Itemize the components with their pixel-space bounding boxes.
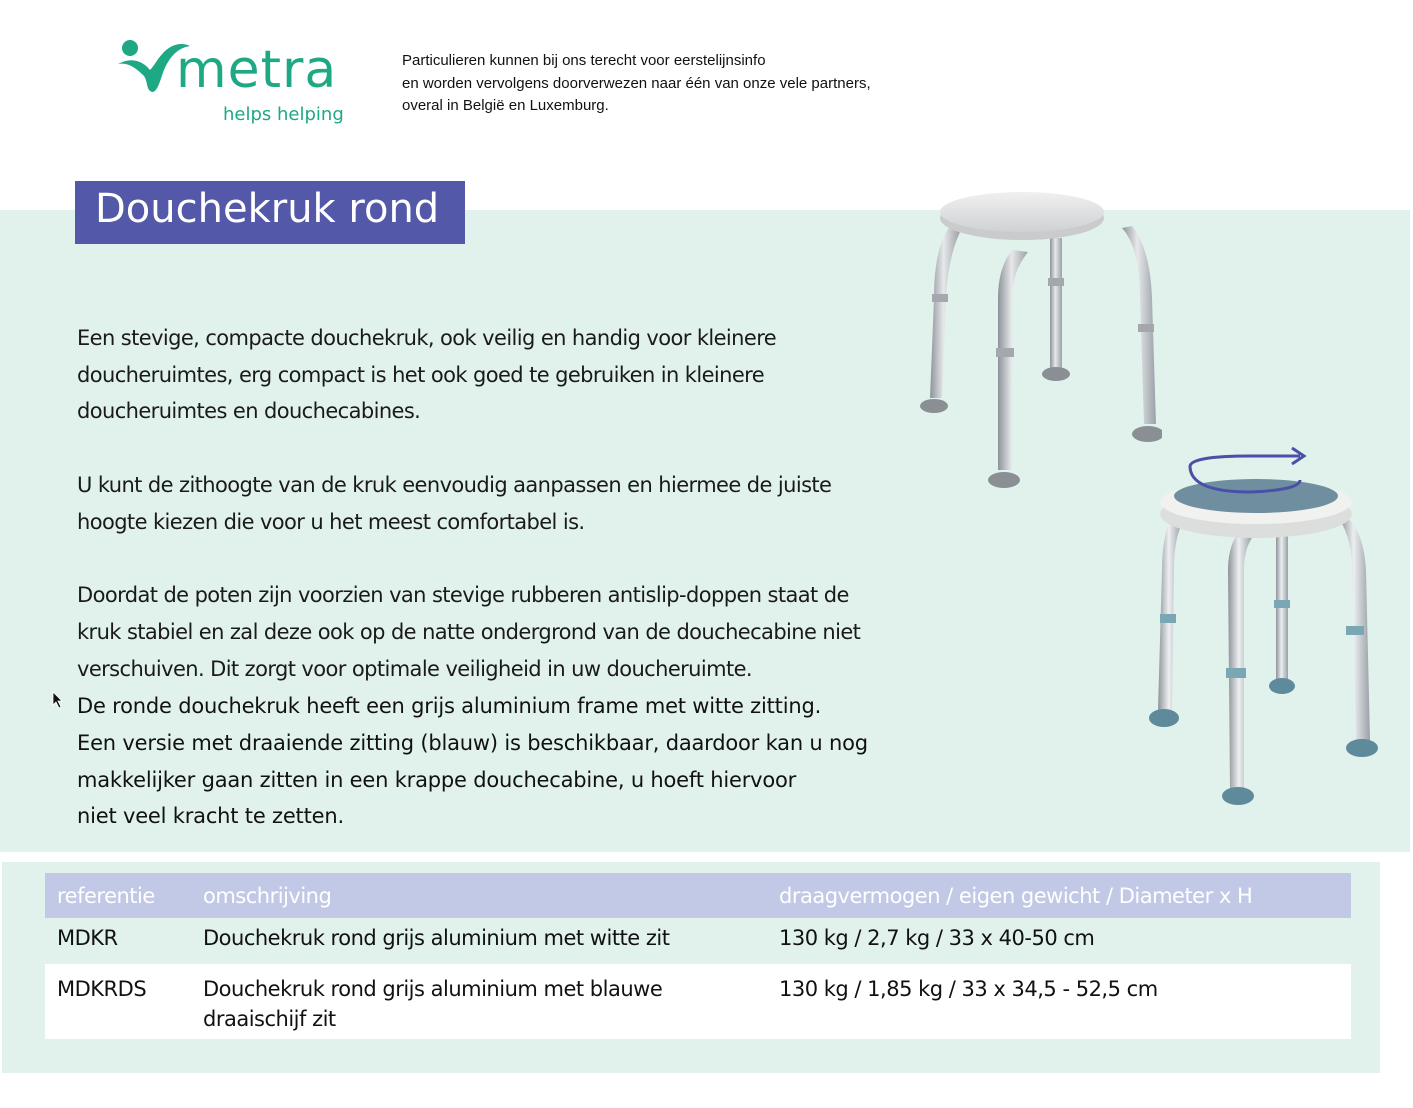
- text-line: hoogte kiezen die voor u het meest comfortabel is.: [77, 509, 585, 534]
- intro-line: Particulieren kunnen bij ons terecht voor eerstelijnsinfo: [402, 52, 766, 69]
- text-line: De ronde douchekruk heeft een grijs aluminium frame met witte zitting.: [77, 694, 822, 718]
- column-header-omschrijving: omschrijving: [191, 873, 767, 918]
- logo-wordmark: metra: [176, 40, 338, 100]
- text-line: Een stevige, compacte douchekruk, ook veilig en handig voor kleinere: [77, 325, 777, 350]
- text-line: Een versie met draaiende zitting (blauw) is beschikbaar, daardoor kan u nog: [77, 730, 868, 755]
- text-line: makkelijker gaan zitten in een krappe douchecabine, u hoeft hiervoor: [77, 767, 797, 792]
- cell-referentie: MDKRDS: [45, 964, 191, 1039]
- text-line: draaischijf zit: [203, 1007, 336, 1031]
- mouse-cursor-icon: [52, 691, 64, 709]
- intro-line: en worden vervolgens doorverwezen naar één van onze vele partners,: [402, 74, 871, 92]
- spec-table: [45, 873, 1351, 1039]
- cell-omschrijving: Douchekruk rond grijs aluminium met witte zit: [203, 926, 670, 950]
- text-line: U kunt de zithoogte van de kruk eenvoudig aanpassen en hiermee de juiste: [77, 472, 832, 497]
- cell-specs: 130 kg / 2,7 kg / 33 x 40-50 cm: [779, 926, 1095, 950]
- product-description: [77, 283, 937, 725]
- description-paragraph: [77, 688, 868, 835]
- metra-logo: [116, 36, 356, 132]
- text-line: kruk stabiel en zal deze ook op de natte ondergrond van de douchecabine niet: [77, 620, 861, 645]
- cell-referentie: MDKR: [57, 926, 118, 950]
- text-line: doucheruimtes, erg compact is het ook goed te gebruiken in kleinere: [77, 362, 765, 387]
- cell-specs: 130 kg / 1,85 kg / 33 x 34,5 - 52,5 cm: [767, 964, 1351, 1039]
- text-line: Douchekruk rond grijs aluminium met blauwe: [203, 977, 663, 1001]
- white-stool-image: [912, 188, 1162, 493]
- blue-rotating-stool-image: [1140, 440, 1380, 810]
- table-row: [45, 918, 1351, 964]
- intro-line: overal in België en Luxemburg.: [402, 97, 609, 114]
- product-title: Douchekruk rond: [95, 186, 440, 232]
- text-line: niet veel kracht te zetten.: [77, 804, 344, 829]
- product-title-banner: [75, 181, 465, 244]
- text-line: verschuiven. Dit zorgt voor optimale veiligheid in uw doucheruimte.: [77, 656, 753, 681]
- table-header-row: [45, 873, 1351, 918]
- cell-omschrijving: [191, 964, 767, 1039]
- column-header-specs: draagvermogen / eigen gewicht / Diameter x H: [767, 873, 1351, 918]
- logo-tagline: helps helping: [223, 104, 344, 125]
- table-row: [45, 964, 1351, 1039]
- text-line: doucheruimtes en douchecabines.: [77, 399, 421, 424]
- text-line: Doordat de poten zijn voorzien van stevige rubberen antislip-doppen staat de: [77, 583, 849, 608]
- intro-text: [402, 50, 871, 118]
- column-header-referentie: referentie: [45, 873, 191, 918]
